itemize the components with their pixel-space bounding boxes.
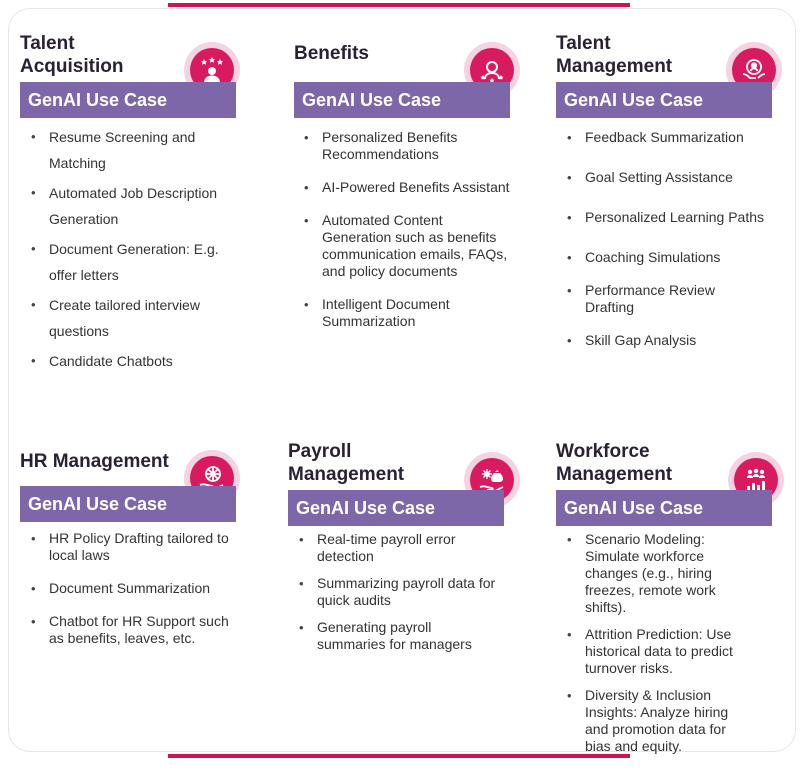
list-item: • Document Generation: E.g. offer letters	[29, 236, 229, 288]
genai-use-case-badge: GenAI Use Case	[20, 82, 236, 118]
list-item: • Goal Setting Assistance	[565, 169, 780, 186]
use-case-list	[29, 124, 229, 378]
list-item: • Intelligent Document Summarization	[302, 296, 512, 330]
list-item: • Automated Content Generation such as benefits communication emails, FAQs, and policy documents	[302, 212, 512, 280]
list-item: • Generating payroll summaries for managers	[297, 619, 497, 653]
list-item: • Personalized Benefits Recommendations	[302, 129, 512, 163]
list-item: • Skill Gap Analysis	[565, 332, 780, 349]
list-item: • Candidate Chatbots	[29, 348, 229, 374]
card-title: HR Management	[20, 451, 169, 472]
genai-use-case-badge: GenAI Use Case	[556, 490, 772, 526]
top-accent-bar	[168, 3, 630, 7]
card-title: Workforce Management	[556, 441, 673, 485]
list-item: • Summarizing payroll data for quick audits	[297, 575, 497, 609]
list-item: • Attrition Prediction: Use historical data to predict turnover risks.	[565, 626, 755, 677]
list-item: • Real-time payroll error detection	[297, 531, 497, 565]
list-item: • Performance Review Drafting	[565, 282, 745, 316]
use-case-list	[302, 129, 512, 346]
genai-use-case-badge: GenAI Use Case	[288, 490, 504, 526]
use-case-list	[565, 531, 755, 771]
list-item: • Create tailored interview questions	[29, 292, 229, 344]
list-item: • Personalized Learning Paths	[565, 209, 780, 226]
card-title: Benefits	[294, 43, 369, 64]
list-item: • Resume Screening and Matching	[29, 124, 229, 176]
use-case-list	[297, 531, 497, 669]
genai-use-case-badge: GenAI Use Case	[294, 82, 510, 118]
card-title: Talent Acquisition	[20, 33, 124, 77]
list-item: • AI-Powered Benefits Assistant	[302, 179, 512, 196]
list-item: • Feedback Summarization	[565, 129, 780, 146]
card-title: Talent Management	[556, 33, 673, 77]
card-title: Payroll Management	[288, 441, 405, 485]
list-item: • Diversity & Inclusion Insights: Analyze hiring and promotion data for bias and equity.	[565, 687, 755, 755]
genai-use-case-badge: GenAI Use Case	[556, 82, 772, 118]
genai-use-case-badge: GenAI Use Case	[20, 486, 236, 522]
bottom-accent-bar	[168, 754, 630, 758]
list-item: • HR Policy Drafting tailored to local laws	[29, 530, 229, 564]
list-item: • Automated Job Description Generation	[29, 180, 229, 232]
list-item: • Scenario Modeling: Simulate workforce changes (e.g., hiring freezes, remote work shifts).	[565, 531, 755, 616]
use-case-list	[29, 530, 229, 663]
list-item: • Chatbot for HR Support such as benefits, leaves, etc.	[29, 613, 229, 647]
use-case-list	[565, 129, 780, 349]
list-item: • Coaching Simulations	[565, 249, 780, 266]
list-item: • Document Summarization	[29, 580, 229, 597]
